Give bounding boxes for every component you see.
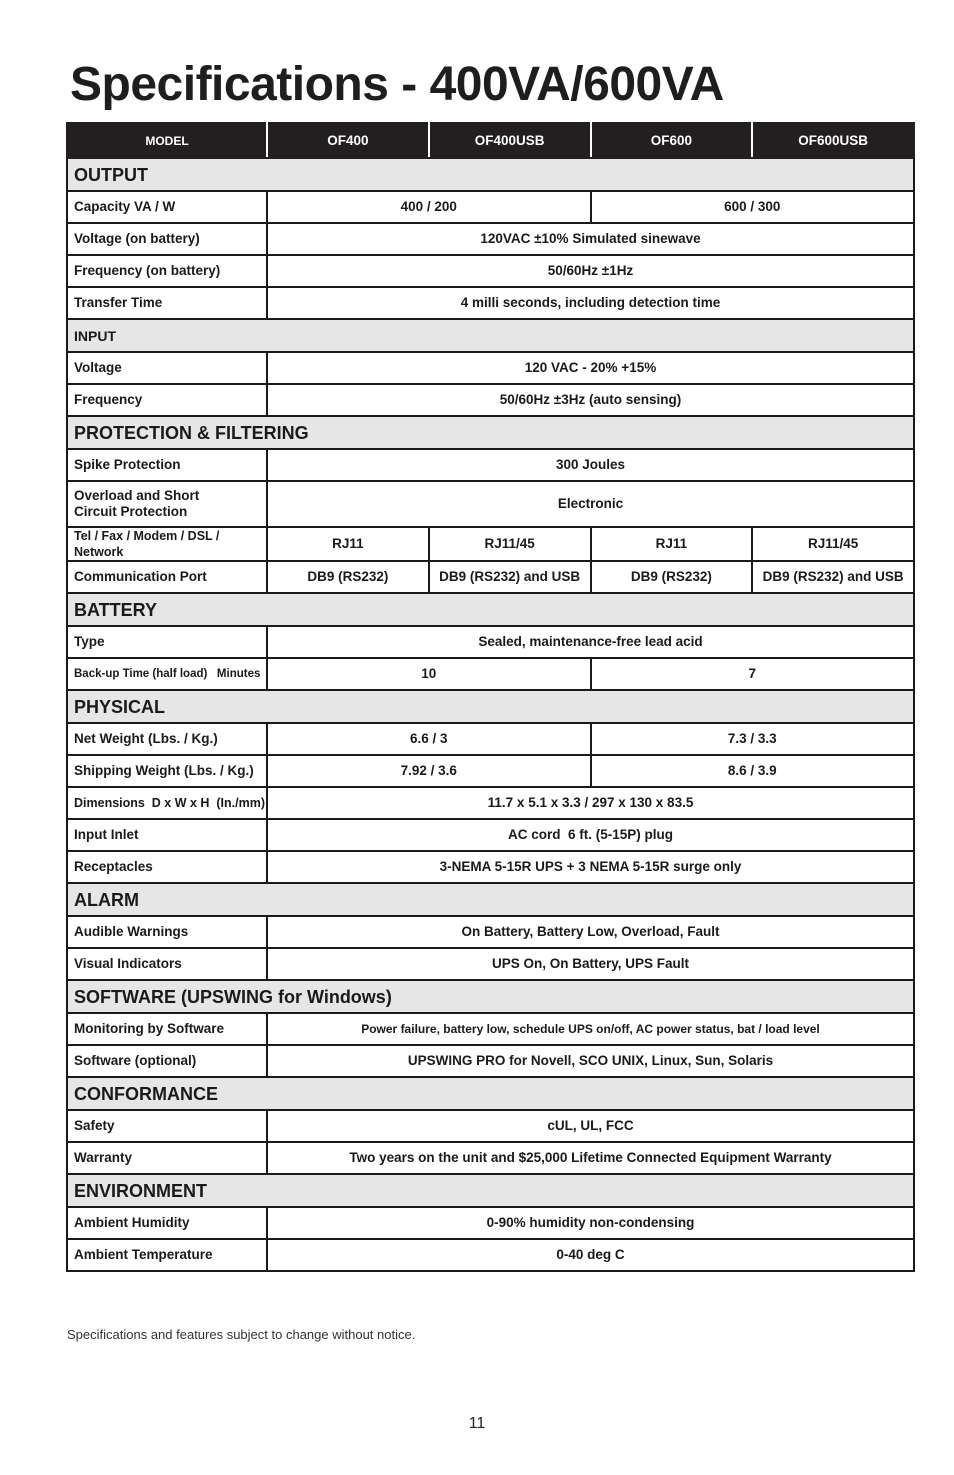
cell-value: 0-40 deg C [267,1239,914,1271]
section-title: INPUT [67,319,914,352]
cell-value-of600: DB9 (RS232) [591,561,753,593]
table-row [67,191,914,223]
header-of600: OF600 [591,123,753,158]
table-row [67,1142,914,1174]
cell-value-600: 7 [591,658,915,690]
cell-value: Two years on the unit and $25,000 Lifetime Connected Equipment Warranty [267,1142,914,1174]
header-of400: OF400 [267,123,429,158]
table-row [67,352,914,384]
cell-value: 300 Joules [267,449,914,481]
table-row [67,626,914,658]
section-environment [67,1174,914,1207]
table-row [67,851,914,883]
row-label-line2: Circuit Protection [74,504,188,519]
cell-value: Sealed, maintenance-free lead acid [267,626,914,658]
table-header-row [67,123,914,158]
cell-value-of600usb: RJ11/45 [752,527,914,561]
page-title: Specifications - 400VA/600VA [70,58,724,111]
cell-value: UPSWING PRO for Novell, SCO UNIX, Linux, Sun, Solaris [267,1045,914,1077]
section-title: CONFORMANCE [67,1077,914,1110]
cell-value: Power failure, battery low, schedule UPS on/off, AC power status, bat / load level [267,1013,914,1045]
row-label: Ambient Temperature [67,1239,267,1271]
row-label: Input Inlet [67,819,267,851]
cell-value-of400usb: DB9 (RS232) and USB [429,561,591,593]
cell-value-400: 10 [267,658,591,690]
table-row [67,287,914,319]
section-conformance [67,1077,914,1110]
table-row [67,819,914,851]
table-row [67,755,914,787]
cell-value: On Battery, Battery Low, Overload, Fault [267,916,914,948]
row-label: Voltage [67,352,267,384]
table-row [67,384,914,416]
table-row [67,1013,914,1045]
table-row [67,787,914,819]
row-label: Receptacles [67,851,267,883]
section-title: BATTERY [67,593,914,626]
row-label: Monitoring by Software [67,1013,267,1045]
table-row [67,658,914,690]
section-software [67,980,914,1013]
table-row [67,948,914,980]
cell-value: Electronic [267,481,914,527]
row-label: Ambient Humidity [67,1207,267,1239]
row-label: Transfer Time [67,287,267,319]
row-label: Dimensions D x W x H (In./mm) [67,787,267,819]
section-output [67,158,914,191]
row-label: Warranty [67,1142,267,1174]
table-row [67,1045,914,1077]
header-of600usb: OF600USB [752,123,914,158]
header-model: MODEL [67,123,267,158]
table-row [67,481,914,527]
cell-value-of400: DB9 (RS232) [267,561,429,593]
section-title: OUTPUT [67,158,914,191]
row-label: Shipping Weight (Lbs. / Kg.) [67,755,267,787]
spec-table [66,122,915,1272]
cell-value-of400: RJ11 [267,527,429,561]
table-row [67,916,914,948]
cell-value: 4 milli seconds, including detection time [267,287,914,319]
footnote: Specifications and features subject to change without notice. [67,1327,416,1342]
cell-value-400: 400 / 200 [267,191,591,223]
row-label: Frequency (on battery) [67,255,267,287]
cell-value-600: 8.6 / 3.9 [591,755,915,787]
cell-value-600: 600 / 300 [591,191,915,223]
table-row [67,1207,914,1239]
cell-value-of600: RJ11 [591,527,753,561]
section-physical [67,690,914,723]
table-row [67,561,914,593]
row-label: Net Weight (Lbs. / Kg.) [67,723,267,755]
cell-value: 50/60Hz ±1Hz [267,255,914,287]
table-row [67,1239,914,1271]
cell-value-of400usb: RJ11/45 [429,527,591,561]
table-row [67,527,914,561]
row-label: Communication Port [67,561,267,593]
row-label: Audible Warnings [67,916,267,948]
row-label: Safety [67,1110,267,1142]
cell-value: 11.7 x 5.1 x 3.3 / 297 x 130 x 83.5 [267,787,914,819]
table-row [67,255,914,287]
header-of400usb: OF400USB [429,123,591,158]
section-input [67,319,914,352]
row-label: Tel / Fax / Modem / DSL / Network [67,527,267,561]
row-label: Voltage (on battery) [67,223,267,255]
cell-value: 120VAC ±10% Simulated sinewave [267,223,914,255]
table-row [67,449,914,481]
table-row [67,723,914,755]
cell-value: 3-NEMA 5-15R UPS + 3 NEMA 5-15R surge only [267,851,914,883]
section-title: SOFTWARE (UPSWING for Windows) [67,980,914,1013]
table-row [67,223,914,255]
section-title: ENVIRONMENT [67,1174,914,1207]
cell-value: UPS On, On Battery, UPS Fault [267,948,914,980]
row-label: Back-up Time (half load) Minutes [67,658,267,690]
table-row [67,1110,914,1142]
section-title: PROTECTION & FILTERING [67,416,914,449]
cell-value-400: 7.92 / 3.6 [267,755,591,787]
cell-value: 120 VAC - 20% +15% [267,352,914,384]
section-battery [67,593,914,626]
cell-value: 0-90% humidity non-condensing [267,1207,914,1239]
cell-value-of600usb: DB9 (RS232) and USB [752,561,914,593]
page-number: 11 [468,1415,486,1432]
row-label: Capacity VA / W [67,191,267,223]
row-label [67,481,267,527]
row-label: Visual Indicators [67,948,267,980]
row-label: Type [67,626,267,658]
cell-value: AC cord 6 ft. (5-15P) plug [267,819,914,851]
row-label: Frequency [67,384,267,416]
row-label: Software (optional) [67,1045,267,1077]
cell-value-400: 6.6 / 3 [267,723,591,755]
row-label-line1: Overload and Short [74,488,200,503]
section-title: ALARM [67,883,914,916]
section-title: PHYSICAL [67,690,914,723]
cell-value-600: 7.3 / 3.3 [591,723,915,755]
cell-value: 50/60Hz ±3Hz (auto sensing) [267,384,914,416]
section-protection [67,416,914,449]
section-alarm [67,883,914,916]
row-label: Spike Protection [67,449,267,481]
cell-value: cUL, UL, FCC [267,1110,914,1142]
